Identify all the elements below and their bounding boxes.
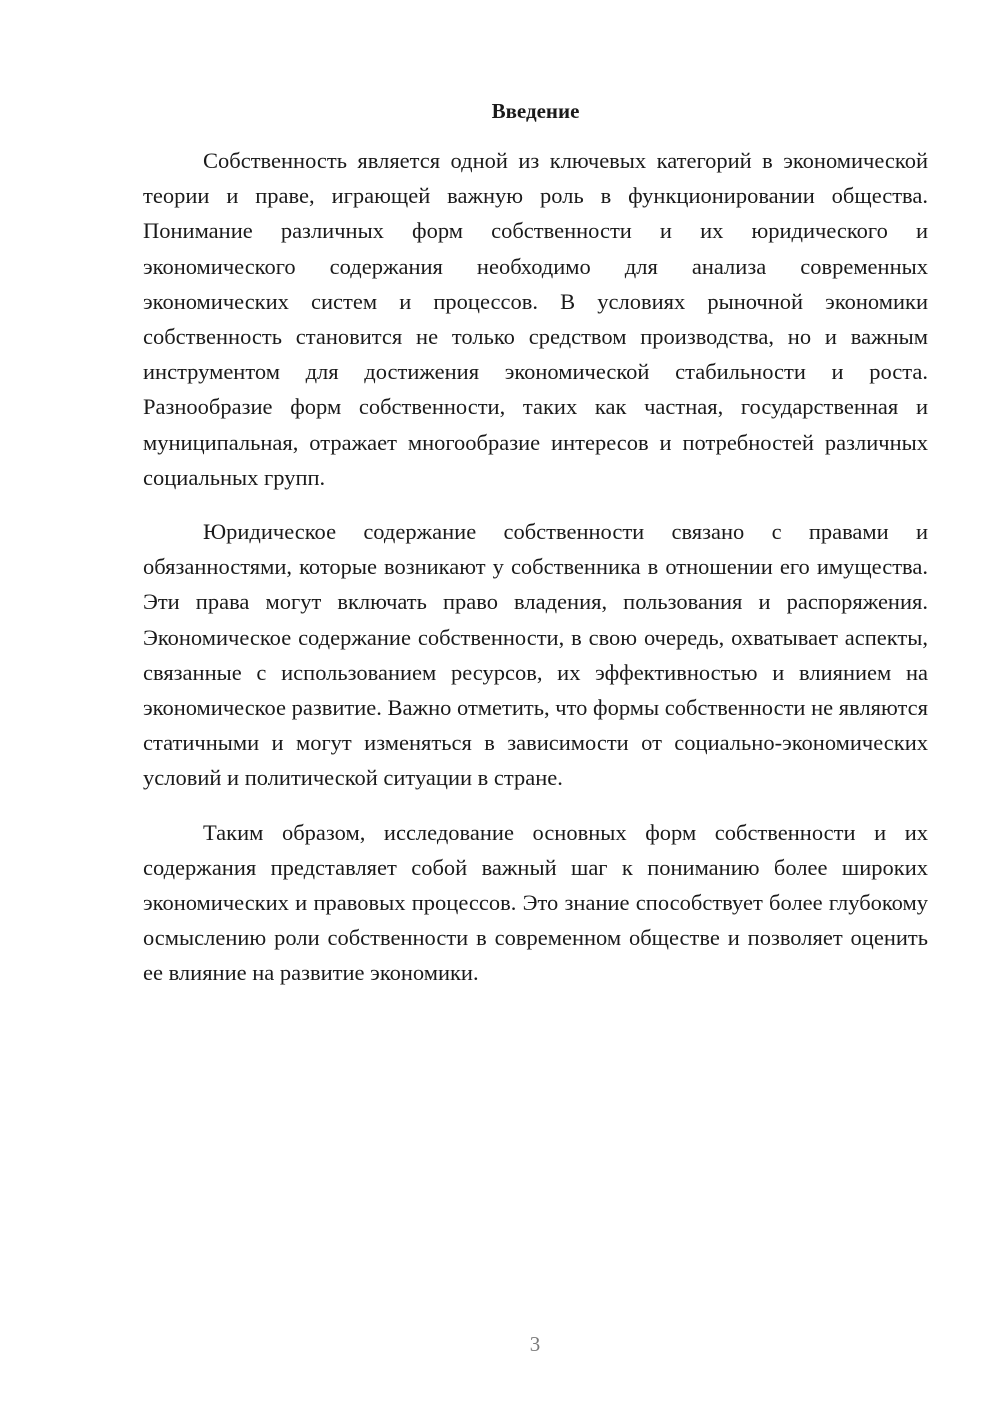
paragraph-3: Таким образом, исследование основных форм собственности и их содержания представляет собой важный шаг к пониманию более широких экономических и правовых процессов. Это знание способствует более глубокому осмыслению роли собственности в современном обществе и позволяет оценить ее влияние на развитие экономики.: [143, 819, 928, 986]
page-content: [143, 92, 928, 1010]
page-number: 3: [529, 1332, 541, 1356]
section-title: Введение: [491, 99, 580, 123]
paragraph-1: Собственность является одной из ключевых категорий в экономической теории и праве, играющей важную роль в функционировании общества. Понимание различных форм собственности и их юридического и экономического содержания необходимо для анализа современных экономических систем и процессов. В условиях рыночной экономики собственность становится не только средством производства, но и важным инструментом для достижения экономической стабильности и роста. Разнообразие форм собственности, таких как частная, государственная и муниципальная, отражает многообразие интересов и потребностей различных социальных групп.: [143, 148, 928, 490]
paragraph-2: Юридическое содержание собственности связано с правами и обязанностями, которые возникают у собственника в отношении его имущества. Эти права могут включать право владения, пользования и распоряжения. Экономическое содержание собственности, в свою очередь, охватывает аспекты, связанные с использованием ресурсов, их эффективностью и влиянием на экономическое развитие. Важно отметить, что формы собственности не являются статичными и могут изменяться в зависимости от социально-экономических условий и политической ситуации в стране.: [143, 519, 928, 791]
